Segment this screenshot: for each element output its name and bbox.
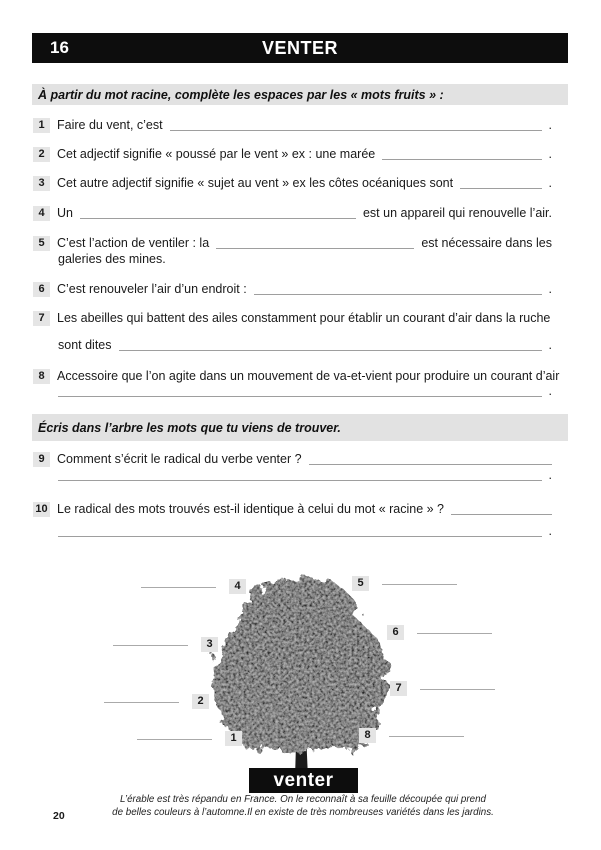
answer-blank[interactable]: [58, 479, 542, 481]
root-word: venter: [273, 769, 334, 791]
period: .: [548, 384, 552, 398]
question-2: [33, 147, 552, 162]
caption-line-2: de belles couleurs à l’automne.Il en existe de très nombreuses variétés dans les jardins.: [112, 806, 494, 818]
question-text: Faire du vent, c’est: [57, 118, 163, 132]
answer-blank[interactable]: [137, 738, 212, 740]
tree-illustration: [160, 560, 450, 800]
answer-blank[interactable]: [309, 463, 552, 465]
question-number: 5: [33, 236, 50, 251]
period: .: [548, 118, 552, 132]
question-10: [33, 502, 552, 517]
answer-blank[interactable]: [451, 513, 552, 515]
question-number: 10: [33, 502, 50, 517]
question-number: 1: [33, 118, 50, 133]
question-7: [33, 311, 552, 326]
period: .: [548, 147, 552, 161]
question-number: 6: [33, 282, 50, 297]
question-number: 4: [33, 206, 50, 221]
label-number: 5: [352, 576, 369, 591]
answer-blank[interactable]: [460, 187, 541, 189]
answer-blank[interactable]: [382, 158, 541, 160]
answer-blank[interactable]: [170, 129, 542, 131]
period: .: [548, 468, 552, 482]
question-number: 9: [33, 452, 50, 467]
instruction-text-1: À partir du mot racine, complète les espaces par les « mots fruits » :: [38, 87, 444, 102]
question-10-continuation: [58, 524, 552, 539]
answer-blank[interactable]: [119, 349, 542, 351]
question-number: 2: [33, 147, 50, 162]
question-4: [33, 206, 552, 221]
question-8-continuation: [58, 384, 552, 399]
tree-label-5: [352, 576, 457, 591]
tree-label-2: [104, 694, 209, 709]
label-number: 7: [390, 681, 407, 696]
answer-blank[interactable]: [141, 586, 216, 588]
question-text: C’est renouveler l’air d’un endroit :: [57, 282, 247, 296]
answer-blank[interactable]: [420, 688, 495, 690]
question-text: galeries des mines.: [58, 252, 166, 266]
tree-label-4: [141, 579, 246, 594]
period: .: [548, 524, 552, 538]
caption-line-1: L’érable est très répandu en France. On le reconnaît à sa feuille découpée qui prend: [120, 794, 486, 805]
answer-blank[interactable]: [58, 395, 542, 397]
question-8: [33, 369, 560, 384]
page-number: 20: [53, 810, 65, 822]
tree-label-6: [387, 625, 492, 640]
question-text: Comment s’écrit le radical du verbe venter ?: [57, 452, 302, 466]
question-7-continuation: [58, 338, 552, 353]
instruction-text-2: Écris dans l’arbre les mots que tu viens de trouver.: [38, 420, 341, 435]
question-text: Les abeilles qui battent des ailes constamment pour établir un courant d’air dans la ruche: [57, 311, 551, 325]
answer-blank[interactable]: [104, 701, 179, 703]
question-6: [33, 282, 552, 297]
label-number: 3: [201, 637, 218, 652]
question-text: C’est l’action de ventiler : la: [57, 236, 210, 250]
answer-blank[interactable]: [254, 293, 542, 295]
lesson-number: 16: [50, 38, 69, 57]
label-number: 1: [225, 731, 242, 746]
answer-blank[interactable]: [417, 632, 492, 634]
question-text: Cet autre adjectif signifie « sujet au vent » ex les côtes océaniques sont: [57, 176, 454, 190]
lesson-title: VENTER: [261, 37, 338, 58]
tree-label-1: [137, 731, 242, 746]
question-text-after: est un appareil qui renouvelle l’air.: [362, 206, 552, 220]
label-number: 6: [387, 625, 404, 640]
period: .: [548, 176, 552, 190]
label-number: 8: [359, 728, 376, 743]
question-number: 3: [33, 176, 50, 191]
tree-canopy: [212, 577, 387, 752]
question-5-continuation: [58, 252, 552, 267]
label-number: 2: [192, 694, 209, 709]
period: .: [548, 338, 552, 352]
question-text: sont dites: [58, 338, 112, 352]
answer-blank[interactable]: [58, 535, 542, 537]
question-text: Le radical des mots trouvés est-il identique à celui du mot « racine » ?: [57, 502, 445, 516]
question-9-continuation: [58, 468, 552, 483]
question-9: [33, 452, 552, 467]
question-text-after: est nécessaire dans les: [421, 236, 552, 250]
label-number: 4: [229, 579, 246, 594]
tree-label-3: [113, 637, 218, 652]
question-number: 8: [33, 369, 50, 384]
answer-blank[interactable]: [80, 217, 356, 219]
question-number: 7: [33, 311, 50, 326]
question-5: [33, 236, 552, 251]
answer-blank[interactable]: [389, 735, 464, 737]
question-text: Cet adjectif signifie « poussé par le vent » ex : une marée: [57, 147, 376, 161]
period: .: [548, 282, 552, 296]
instruction-bar-2: [32, 414, 568, 441]
answer-blank[interactable]: [216, 247, 414, 249]
question-text: Accessoire que l’on agite dans un mouvement de va-et-vient pour produire un courant d’air: [57, 369, 560, 383]
instruction-bar-1: [32, 84, 568, 105]
answer-blank[interactable]: [113, 644, 188, 646]
tree-label-7: [390, 681, 495, 696]
answer-blank[interactable]: [382, 583, 457, 585]
question-1: [33, 118, 552, 133]
root-word-box: [249, 768, 358, 793]
question-text: Un: [57, 206, 73, 220]
lesson-header: [32, 33, 568, 63]
question-3: [33, 176, 552, 191]
tree-label-8: [359, 728, 464, 743]
